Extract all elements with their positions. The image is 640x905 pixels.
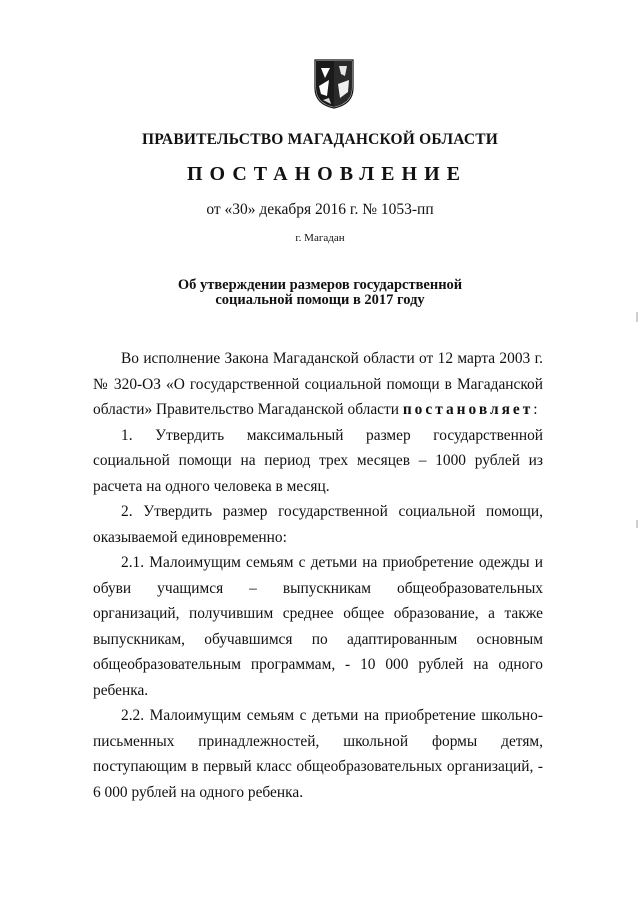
decree-word: постановляет (402, 401, 534, 418)
document-date-number: от «30» декабря 2016 г. № 1053-пп (206, 201, 434, 218)
item-1-paragraph: 1. Утвердить максимальный размер государственной социальной помощи на период трех месяцев – 1000 рублей из расчета на одного человека в месяц. (93, 426, 543, 495)
subject-line-1: Об утверждении размеров государственной (177, 277, 463, 293)
item-2-1-paragraph: 2.1. Малоимущим семьям с детьми на приобретение одежды и обуви учащимся – выпускникам общеобразовательных организаций, получившим среднее общее образование, а также выпускникам, обучавшимся по адаптированным основным общеобразовательным программам, - 10 000 рублей на одного ребенка. (93, 554, 543, 699)
intro-text: Во исполнение Закона Магаданской области от 12 марта 2003 г. № 320-ОЗ «О государственной социальной помощи в Магаданской области» Правительство Магаданской области (93, 350, 543, 418)
intro-paragraph (93, 346, 543, 423)
coat-of-arms-icon (313, 58, 355, 110)
decree-colon: : (533, 401, 538, 418)
item-2-paragraph: 2. Утвердить размер государственной социальной помощи, оказываемой единовременно: (93, 503, 543, 546)
government-title: ПРАВИТЕЛЬСТВО МАГАДАНСКОЙ ОБЛАСТИ (141, 131, 499, 148)
document-subject (0, 278, 640, 308)
subject-line-2: социальной помощи в 2017 году (215, 292, 425, 308)
document-type-title: ПОСТАНОВЛЕНИЕ (187, 163, 467, 185)
scan-edge-mark (636, 312, 638, 322)
document-city: г. Магадан (295, 232, 345, 244)
document-body (93, 346, 543, 805)
scan-edge-mark (636, 520, 638, 528)
item-2-2-paragraph: 2.2. Малоимущим семьям с детьми на приобретение школьно-письменных принадлежностей, школьной формы детям, поступающим в первый класс общеобразовательных организаций, - 6 000 рублей на одного ребенка. (93, 707, 543, 801)
